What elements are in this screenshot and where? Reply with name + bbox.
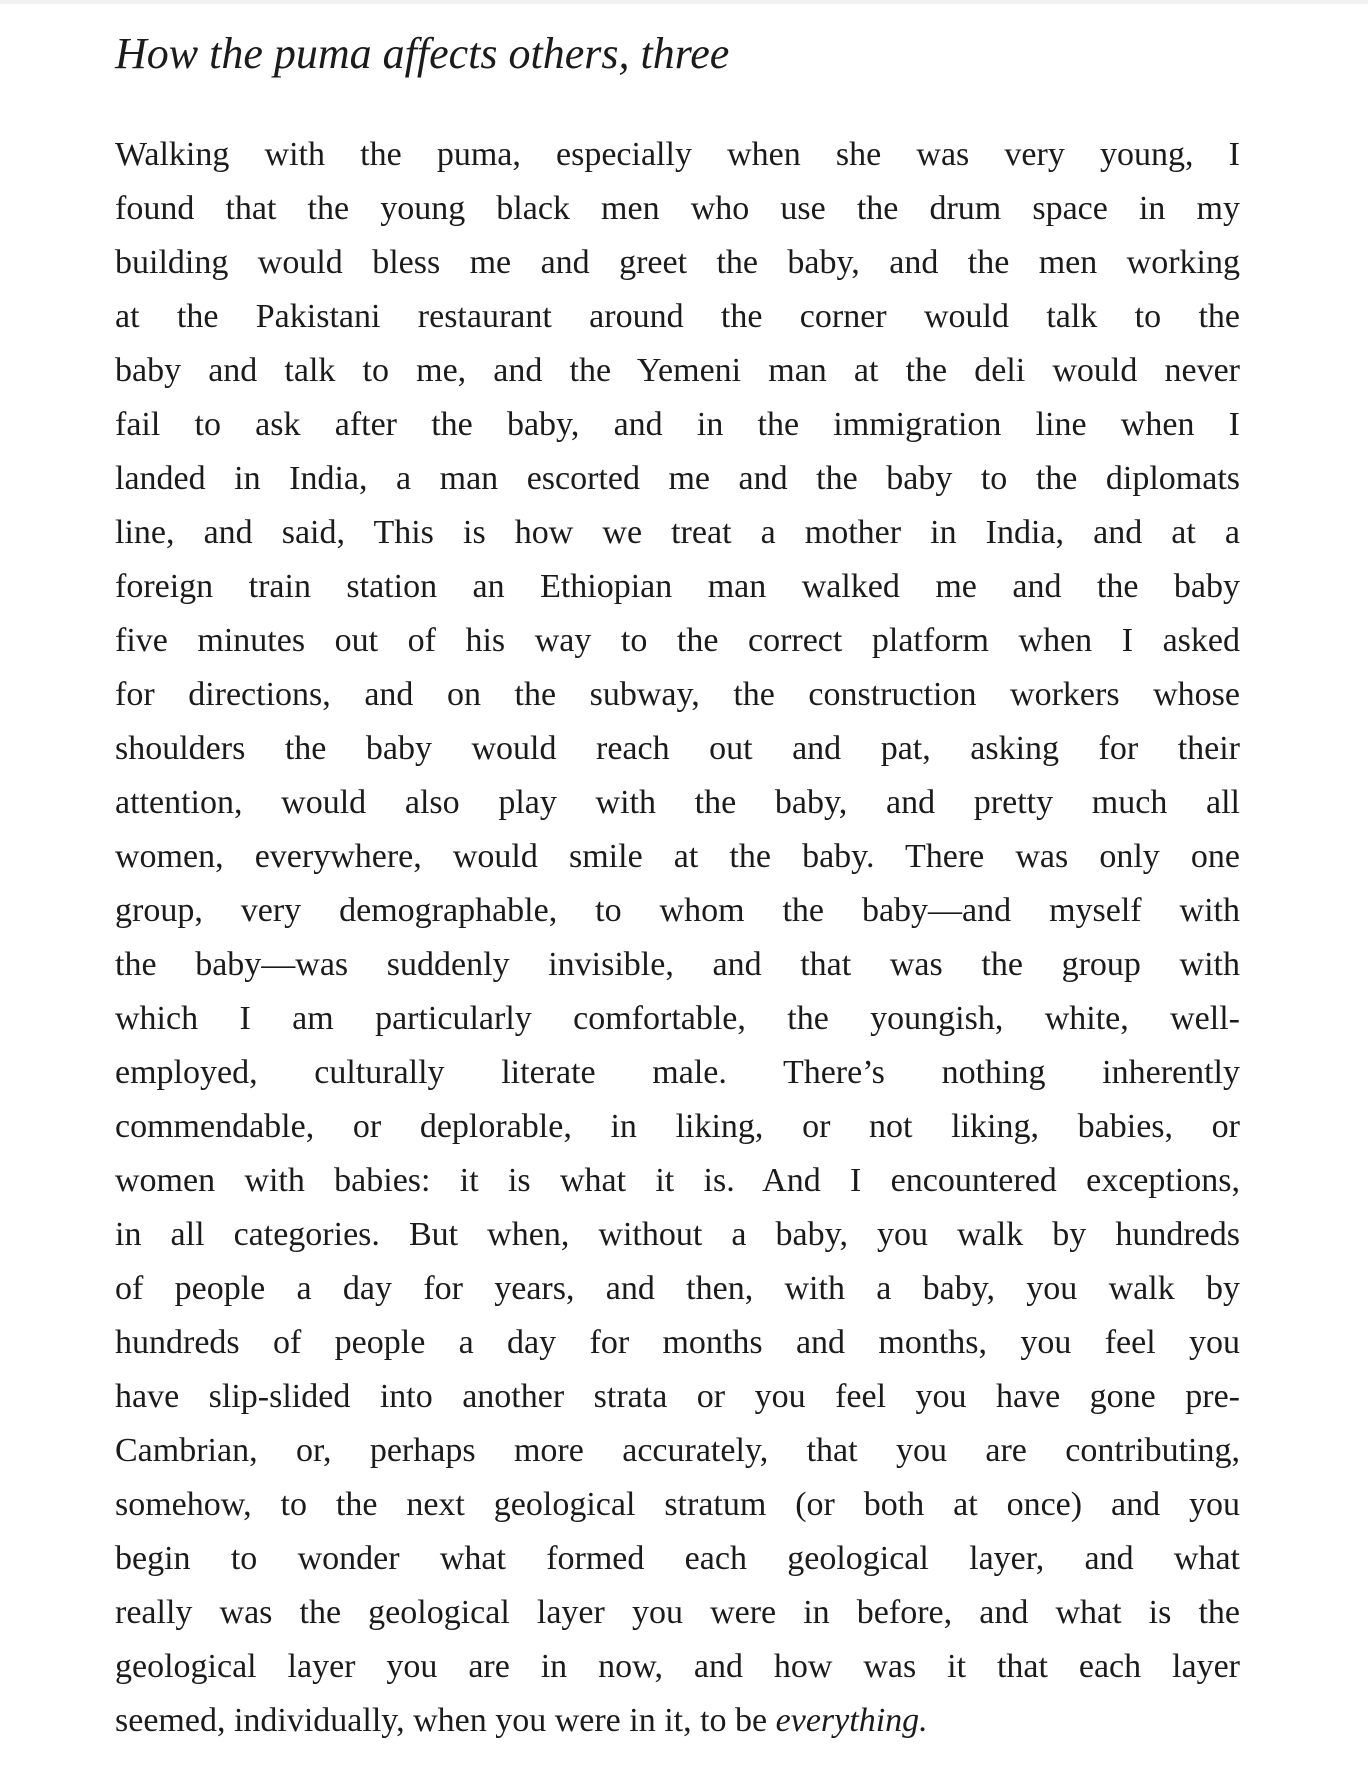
paragraph-line: commendable, or deplorable, in liking, or not liking, babies, or — [115, 1108, 1240, 1145]
paragraph-line: group, very demographable, to whom the baby—and myself with — [115, 892, 1240, 929]
paragraph-line: found that the young black men who use the drum space in my — [115, 190, 1240, 227]
last-line-text: seemed, individually, when you were in it, to be — [115, 1702, 776, 1739]
paragraph-line: Cambrian, or, perhaps more accurately, that you are contributing, — [115, 1432, 1240, 1469]
paragraph-line: begin to wonder what formed each geological layer, and what — [115, 1540, 1240, 1577]
paragraph — [115, 128, 1240, 1748]
paragraph-line: Walking with the puma, especially when she was very young, I — [115, 136, 1240, 173]
chapter-title: How the puma affects others, three — [115, 29, 730, 78]
paragraph-line: shoulders the baby would reach out and pat, asking for their — [115, 730, 1240, 767]
paragraph-line: which I am particularly comfortable, the youngish, white, well- — [115, 1000, 1240, 1037]
paragraph-line: the baby—was suddenly invisible, and that was the group with — [115, 946, 1240, 983]
paragraph-line: at the Pakistani restaurant around the corner would talk to the — [115, 298, 1240, 335]
paragraph-line: somehow, to the next geological stratum (or both at once) and you — [115, 1486, 1240, 1523]
last-line-emphasis: everything. — [775, 1702, 928, 1739]
paragraph-line: employed, culturally literate male. There’s nothing inherently — [115, 1054, 1240, 1091]
top-divider — [0, 0, 1368, 4]
paragraph-line: in all categories. But when, without a baby, you walk by hundreds — [115, 1216, 1240, 1253]
paragraph-line: attention, would also play with the baby, and pretty much all — [115, 784, 1240, 821]
paragraph-line: building would bless me and greet the baby, and the men working — [115, 244, 1240, 281]
paragraph-line: baby and talk to me, and the Yemeni man at the deli would never — [115, 352, 1240, 389]
paragraph-line: line, and said, This is how we treat a mother in India, and at a — [115, 514, 1240, 551]
paragraph-line: of people a day for years, and then, with a baby, you walk by — [115, 1270, 1240, 1307]
paragraph-line: women, everywhere, would smile at the baby. There was only one — [115, 838, 1240, 875]
paragraph-line: women with babies: it is what it is. And I encountered exceptions, — [115, 1162, 1240, 1199]
paragraph-line: really was the geological layer you were in before, and what is the — [115, 1594, 1240, 1631]
paragraph-line: landed in India, a man escorted me and the baby to the diplomats — [115, 460, 1240, 497]
paragraph-line: five minutes out of his way to the correct platform when I asked — [115, 622, 1240, 659]
paragraph-line: hundreds of people a day for months and months, you feel you — [115, 1324, 1240, 1361]
paragraph-line: fail to ask after the baby, and in the immigration line when I — [115, 406, 1240, 443]
paragraph-line: geological layer you are in now, and how was it that each layer — [115, 1648, 1240, 1685]
paragraph-lines — [115, 128, 1240, 1694]
paragraph-line: foreign train station an Ethiopian man walked me and the baby — [115, 568, 1240, 605]
paragraph-line: have slip-slided into another strata or you feel you have gone pre- — [115, 1378, 1240, 1415]
paragraph-line: for directions, and on the subway, the construction workers whose — [115, 676, 1240, 713]
paragraph-last-line — [115, 1694, 1240, 1748]
